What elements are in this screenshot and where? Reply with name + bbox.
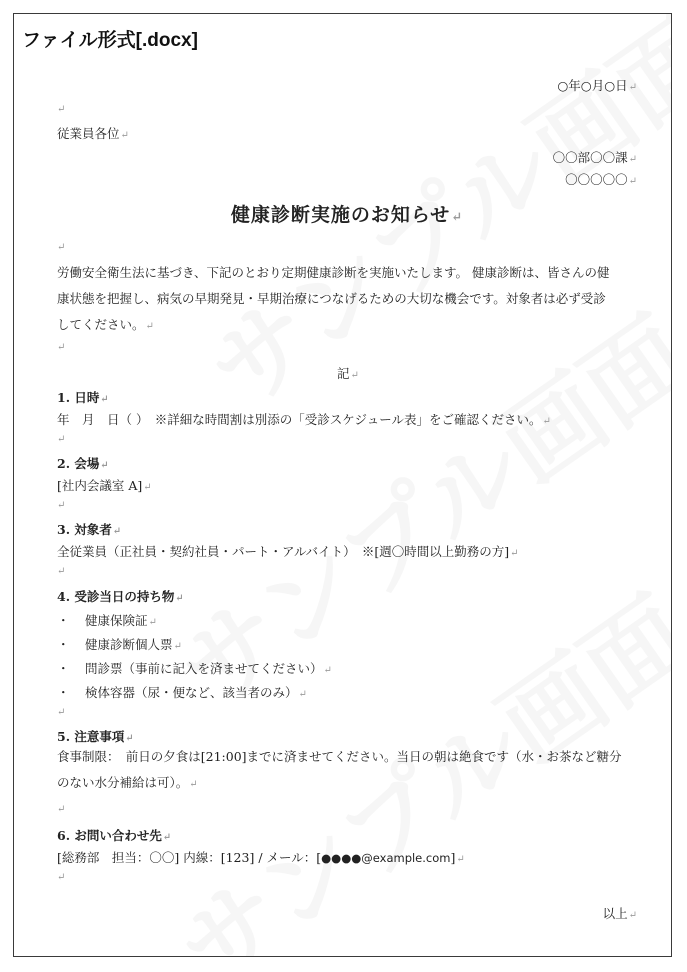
- paragraph-mark: ↵: [57, 434, 66, 445]
- paragraph-mark: ↵: [57, 500, 66, 511]
- paragraph-mark: ↵: [57, 566, 66, 577]
- paragraph-mark: ↵: [57, 872, 66, 883]
- section-1-heading: 1. 日時↵: [57, 390, 109, 405]
- list-item: ・ 検体容器（尿・便など、該当者のみ）↵: [57, 685, 307, 700]
- closing-line: 以上↵: [602, 906, 637, 921]
- list-item: ・ 健康診断個人票↵: [57, 637, 182, 652]
- recipient: 従業員各位: [57, 126, 120, 141]
- contact-email: ●●●●@example.com: [321, 851, 451, 865]
- document-frame: [13, 13, 672, 957]
- file-format-label: ファイル形式[.docx]: [22, 30, 198, 51]
- paragraph-mark: ↵: [57, 242, 66, 253]
- section-6-heading: 6. お問い合わせ先↵: [57, 828, 172, 843]
- section-2-text: [社内会議室 A]↵: [57, 478, 152, 493]
- paragraph-mark: ↵: [57, 104, 66, 115]
- date-line: ○年○月○日↵: [557, 78, 637, 93]
- list-item: ・ 問診票（事前に記入を済ませてください）↵: [57, 661, 332, 676]
- section-5-text: 食事制限： 前日の夕食は[21:00]までに済ませてください。当日の朝は絶食です（水・お茶など糖分のない水分補給は可）。↵: [57, 749, 622, 790]
- sender-line: 〇〇〇〇〇↵: [565, 172, 637, 187]
- paragraph-mark: ↵: [57, 342, 66, 353]
- document-title: 健康診断実施のお知らせ↵: [230, 204, 464, 226]
- list-item: ・ 健康保険証↵: [57, 613, 157, 628]
- intro-paragraph: 労働安全衛生法に基づき、下記のとおり定期健康診断を実施いたします。 健康診断は、皆さんの健康状態を把握し、病気の早期発見・早期治療につなげるための大切な機会です。対象者は必ず受診してください。↵: [57, 265, 610, 332]
- section-1-text: 年 月 日（ ） ※詳細な時間割は別添の「受診スケジュール表」をご確認ください。↵: [57, 412, 551, 427]
- date: ○年○月○日: [557, 78, 628, 93]
- department: 〇〇部〇〇課: [552, 150, 628, 165]
- section-3-heading: 3. 対象者↵: [57, 522, 122, 537]
- sender: 〇〇〇〇〇: [565, 172, 628, 187]
- paragraph-mark: ↵: [57, 707, 66, 718]
- ki-label: 記↵: [337, 366, 359, 381]
- section-6-text: [総務部 担当：〇〇] 内線：[123] / メール：[●●●●@example.com]↵: [57, 850, 465, 865]
- department-line: 〇〇部〇〇課↵: [552, 150, 637, 165]
- section-4-heading: 4. 受診当日の持ち物↵: [57, 589, 184, 604]
- section-2-heading: 2. 会場↵: [57, 456, 109, 471]
- section-3-text: 全従業員（正社員・契約社員・パート・アルバイト） ※[週〇時間以上勤務の方]↵: [57, 544, 519, 559]
- recipient-line: 従業員各位↵: [57, 126, 129, 141]
- section-5-heading: 5. 注意事項↵: [57, 729, 134, 744]
- paragraph-mark: ↵: [57, 804, 66, 815]
